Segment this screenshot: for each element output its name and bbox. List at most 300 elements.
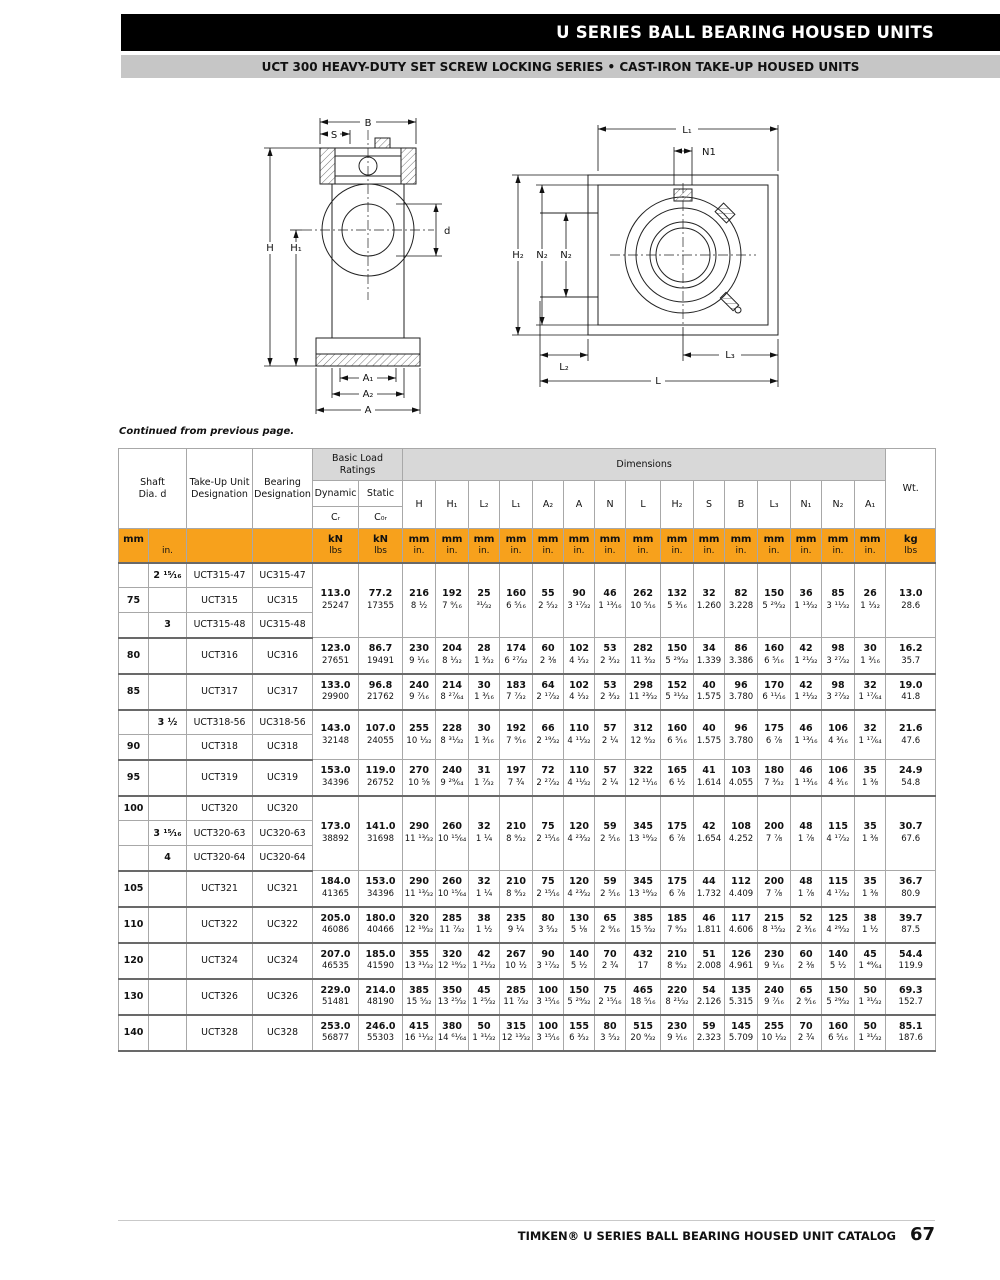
dim-L2: 25 ³¹⁄₃₂ <box>469 563 500 638</box>
bearing-designation: UC322 <box>253 907 313 943</box>
front-view-drawing <box>488 105 820 405</box>
dim-L1: 160 6 ⁵⁄₁₆ <box>500 563 533 638</box>
dim-H1: 192 7 ⁹⁄₁₆ <box>436 563 469 638</box>
dim-label-H2: H₂ <box>512 250 524 261</box>
table-row <box>119 907 936 943</box>
dim-L: 465 18 ⁵⁄₁₆ <box>626 979 661 1015</box>
bearing-designation: UC315 <box>253 588 313 613</box>
unit-cell: mm in. <box>469 529 500 563</box>
dim-L2: 31 1 ⁷⁄₃₂ <box>469 760 500 796</box>
dim-A2: 100 3 ¹⁵⁄₁₆ <box>533 979 564 1015</box>
header-row-1 <box>119 449 936 481</box>
takeup-designation: UCT317 <box>187 674 253 710</box>
dim-L1: 315 12 ¹³⁄₃₂ <box>500 1015 533 1051</box>
col-header-shaft: Shaft Dia. d <box>119 449 187 529</box>
dim-label-H1: H₁ <box>290 243 302 254</box>
unit-cell: mm in. <box>403 529 436 563</box>
dim-L3: 215 8 ¹⁵⁄₃₂ <box>758 907 791 943</box>
dim-L1: 210 8 ⁹⁄₃₂ <box>500 871 533 907</box>
dim-H2: 132 5 ³⁄₁₆ <box>661 563 694 638</box>
takeup-designation: UCT315-48 <box>187 613 253 638</box>
unit-cell: mm in. <box>661 529 694 563</box>
dim-N1: 46 1 ¹³⁄₁₆ <box>791 710 822 760</box>
dim-H: 415 16 ¹¹⁄₃₂ <box>403 1015 436 1051</box>
dim-L3: 255 10 ¹⁄₃₂ <box>758 1015 791 1051</box>
shaft-size-mm: 85 <box>119 674 149 710</box>
unit-cell <box>187 529 253 563</box>
takeup-designation: UCT322 <box>187 907 253 943</box>
dim-N2: 85 3 ¹¹⁄₃₂ <box>822 563 855 638</box>
dim-L3: 200 7 ⅞ <box>758 871 791 907</box>
col-header-L1: L₁ <box>500 481 533 529</box>
shaft-size-mm: 140 <box>119 1015 149 1051</box>
footer-catalog-title: TIMKEN® U SERIES BALL BEARING HOUSED UNIT CATALOG <box>517 1229 896 1243</box>
table-row <box>119 760 936 796</box>
dim-A2: 60 2 ⅜ <box>533 638 564 674</box>
dim-H: 355 13 ³¹⁄₃₂ <box>403 943 436 979</box>
dim-N2: 106 4 ³⁄₁₆ <box>822 760 855 796</box>
dim-L: 312 12 ⁹⁄₃₂ <box>626 710 661 760</box>
bearing-designation: UC315-47 <box>253 563 313 588</box>
shaft-size-mm: 110 <box>119 907 149 943</box>
weight: 24.9 54.8 <box>886 760 936 796</box>
static-load-rating: 86.7 19491 <box>359 638 403 674</box>
dim-A: 155 6 ³⁄₃₂ <box>564 1015 595 1051</box>
shaft-size-in <box>149 588 187 613</box>
dynamic-load-rating: 133.0 29900 <box>313 674 359 710</box>
static-load-rating: 96.8 21762 <box>359 674 403 710</box>
dim-L: 345 13 ¹⁹⁄₃₂ <box>626 796 661 871</box>
static-load-rating: 180.0 40466 <box>359 907 403 943</box>
dim-A2: 90 3 ¹⁷⁄₃₂ <box>533 943 564 979</box>
weight: 13.0 28.6 <box>886 563 936 638</box>
shaft-size-in <box>149 871 187 907</box>
dim-H: 216 8 ½ <box>403 563 436 638</box>
dim-A: 110 4 ¹¹⁄₃₂ <box>564 710 595 760</box>
dim-H1: 380 14 ⁶¹⁄₆₄ <box>436 1015 469 1051</box>
static-load-rating: 214.0 48190 <box>359 979 403 1015</box>
unit-cell: mm in. <box>500 529 533 563</box>
col-header-basic-load: Basic Load Ratings <box>313 449 403 481</box>
dim-N1: 60 2 ⅜ <box>791 943 822 979</box>
dim-L: 282 11 ³⁄₃₂ <box>626 638 661 674</box>
dynamic-load-rating: 123.0 27651 <box>313 638 359 674</box>
table-row <box>119 563 936 588</box>
dim-A1: 35 1 ⅜ <box>855 871 886 907</box>
dim-label-L1: L₁ <box>682 125 692 136</box>
dim-N: 70 2 ¾ <box>595 943 626 979</box>
dim-L3: 200 7 ⅞ <box>758 796 791 871</box>
dim-label-N2-b: N₂ <box>560 250 572 261</box>
static-load-rating: 77.2 17355 <box>359 563 403 638</box>
dim-L: 262 10 ⁵⁄₁₆ <box>626 563 661 638</box>
dim-H: 320 12 ¹⁹⁄₃₂ <box>403 907 436 943</box>
col-header-cr: Cᵣ <box>313 507 359 529</box>
dim-A1: 50 1 ³¹⁄₃₂ <box>855 979 886 1015</box>
col-header-N: N <box>595 481 626 529</box>
bearing-designation: UC315-48 <box>253 613 313 638</box>
static-load-rating: 153.0 34396 <box>359 871 403 907</box>
static-load-rating: 246.0 55303 <box>359 1015 403 1051</box>
unit-cell: mm in. <box>758 529 791 563</box>
col-header-A: A <box>564 481 595 529</box>
dim-L2: 28 1 ³⁄₃₂ <box>469 638 500 674</box>
dim-N1: 65 2 ⁹⁄₁₆ <box>791 979 822 1015</box>
dynamic-load-rating: 207.0 46535 <box>313 943 359 979</box>
col-header-dimensions: Dimensions <box>403 449 886 481</box>
shaft-size-mm <box>119 710 149 735</box>
table-row <box>119 1015 936 1051</box>
shaft-size-in <box>149 760 187 796</box>
dim-L2: 45 1 ²⁵⁄₃₂ <box>469 979 500 1015</box>
takeup-designation: UCT320-63 <box>187 821 253 846</box>
continued-note: Continued from previous page. <box>119 426 295 437</box>
dim-L2: 50 1 ³¹⁄₃₂ <box>469 1015 500 1051</box>
static-load-rating: 119.0 26752 <box>359 760 403 796</box>
shaft-size-in <box>149 979 187 1015</box>
shaft-size-in <box>149 907 187 943</box>
dim-L3: 150 5 ²⁹⁄₃₂ <box>758 563 791 638</box>
dim-A1: 26 1 ¹⁄₃₂ <box>855 563 886 638</box>
dim-N: 53 2 ³⁄₃₂ <box>595 638 626 674</box>
dim-H2: 220 8 ²¹⁄₃₂ <box>661 979 694 1015</box>
dim-H: 230 9 ¹⁄₁₆ <box>403 638 436 674</box>
dim-L2: 30 1 ³⁄₁₆ <box>469 674 500 710</box>
dim-label-L3: L₃ <box>725 350 735 361</box>
title-bar <box>121 14 1000 51</box>
bearing-designation: UC326 <box>253 979 313 1015</box>
col-header-H: H <box>403 481 436 529</box>
dim-A2: 72 2 ²⁷⁄₃₂ <box>533 760 564 796</box>
shaft-size-mm <box>119 563 149 588</box>
dim-H2: 175 6 ⅞ <box>661 871 694 907</box>
dim-H2: 185 7 ⁹⁄₃₂ <box>661 907 694 943</box>
bearing-designation: UC316 <box>253 638 313 674</box>
dim-S: 34 1.339 <box>694 638 725 674</box>
dim-N1: 42 1 ²¹⁄₃₂ <box>791 674 822 710</box>
takeup-designation: UCT328 <box>187 1015 253 1051</box>
weight: 19.0 41.8 <box>886 674 936 710</box>
grease-fitting <box>720 292 743 315</box>
dim-label-N1: N1 <box>702 147 716 158</box>
dim-A1: 38 1 ½ <box>855 907 886 943</box>
unit-cell: kN lbs <box>359 529 403 563</box>
table-body <box>119 563 936 1051</box>
dim-A: 120 4 ²³⁄₃₂ <box>564 796 595 871</box>
dim-N2: 125 4 ²⁹⁄₃₂ <box>822 907 855 943</box>
takeup-designation: UCT316 <box>187 638 253 674</box>
takeup-designation: UCT315 <box>187 588 253 613</box>
dim-A2: 75 2 ¹⁵⁄₁₆ <box>533 871 564 907</box>
dim-L1: 197 7 ¾ <box>500 760 533 796</box>
shaft-size-in <box>149 735 187 760</box>
weight: 30.7 67.6 <box>886 796 936 871</box>
takeup-designation: UCT326 <box>187 979 253 1015</box>
dim-L1: 210 8 ⁹⁄₃₂ <box>500 796 533 871</box>
unit-cell: kN lbs <box>313 529 359 563</box>
dim-A2: 80 3 ⁵⁄₃₂ <box>533 907 564 943</box>
dim-H1: 228 8 ³¹⁄₃₂ <box>436 710 469 760</box>
shaft-size-mm: 75 <box>119 588 149 613</box>
dim-L3: 180 7 ³⁄₃₂ <box>758 760 791 796</box>
dim-N: 57 2 ¼ <box>595 710 626 760</box>
shaft-size-mm: 105 <box>119 871 149 907</box>
bearing-designation: UC318-56 <box>253 710 313 735</box>
dim-N2: 160 6 ⁵⁄₁₆ <box>822 1015 855 1051</box>
dim-N2: 115 4 ¹⁷⁄₃₂ <box>822 796 855 871</box>
frame-outline <box>540 175 778 335</box>
dynamic-load-rating: 143.0 32148 <box>313 710 359 760</box>
dim-label-A1: A₁ <box>362 373 374 384</box>
dim-N1: 42 1 ²¹⁄₃₂ <box>791 638 822 674</box>
unit-cell: mm in. <box>725 529 758 563</box>
dim-H: 255 10 ¹⁄₃₂ <box>403 710 436 760</box>
dim-label-L2: L₂ <box>559 362 569 373</box>
dim-L1: 192 7 ⁹⁄₁₆ <box>500 710 533 760</box>
table-container <box>118 448 936 1052</box>
subtitle-bar-text: UCT 300 HEAVY-DUTY SET SCREW LOCKING SERIES • CAST-IRON TAKE-UP HOUSED UNITS <box>261 59 860 74</box>
dim-A2: 55 2 ⁵⁄₃₂ <box>533 563 564 638</box>
weight: 85.1 187.6 <box>886 1015 936 1051</box>
shaft-size-mm: 90 <box>119 735 149 760</box>
dim-B: 96 3.780 <box>725 674 758 710</box>
dim-B: 126 4.961 <box>725 943 758 979</box>
dim-S: 51 2.008 <box>694 943 725 979</box>
dim-label-d: d <box>444 226 451 237</box>
dim-L1: 235 9 ¼ <box>500 907 533 943</box>
table-row <box>119 796 936 821</box>
set-screw <box>375 138 390 148</box>
subtitle-bar <box>121 55 1000 78</box>
col-header-dynamic: Dynamic <box>313 481 359 507</box>
dim-N: 80 3 ⁵⁄₃₂ <box>595 1015 626 1051</box>
col-header-B: B <box>725 481 758 529</box>
dim-L1: 285 11 ⁷⁄₃₂ <box>500 979 533 1015</box>
dim-A1: 35 1 ⅜ <box>855 796 886 871</box>
dim-N1: 48 1 ⅞ <box>791 796 822 871</box>
dim-A: 140 5 ½ <box>564 943 595 979</box>
dim-L2: 30 1 ³⁄₁₆ <box>469 710 500 760</box>
col-header-L2: L₂ <box>469 481 500 529</box>
col-header-S: S <box>694 481 725 529</box>
dim-L2: 42 1 ²¹⁄₃₂ <box>469 943 500 979</box>
dim-L: 385 15 ⁵⁄₃₂ <box>626 907 661 943</box>
dim-N: 46 1 ¹³⁄₁₆ <box>595 563 626 638</box>
dim-H1: 320 12 ¹⁹⁄₃₂ <box>436 943 469 979</box>
weight: 69.3 152.7 <box>886 979 936 1015</box>
dim-L1: 174 6 ²⁷⁄₃₂ <box>500 638 533 674</box>
bearing-designation: UC319 <box>253 760 313 796</box>
dim-H2: 230 9 ¹⁄₁₆ <box>661 1015 694 1051</box>
dim-B: 108 4.252 <box>725 796 758 871</box>
shaft-size-in <box>149 796 187 821</box>
dim-L2: 32 1 ¼ <box>469 796 500 871</box>
shaft-size-in <box>149 943 187 979</box>
dim-H: 385 15 ⁵⁄₃₂ <box>403 979 436 1015</box>
dim-S: 40 1.575 <box>694 674 725 710</box>
dim-N2: 150 5 ²⁹⁄₃₂ <box>822 979 855 1015</box>
dim-L1: 267 10 ½ <box>500 943 533 979</box>
dim-S: 44 1.732 <box>694 871 725 907</box>
dynamic-load-rating: 205.0 46086 <box>313 907 359 943</box>
dim-H1: 204 8 ¹⁄₃₂ <box>436 638 469 674</box>
dim-N1: 48 1 ⅞ <box>791 871 822 907</box>
dim-S: 40 1.575 <box>694 710 725 760</box>
dim-N2: 140 5 ½ <box>822 943 855 979</box>
table-header <box>119 449 936 563</box>
dim-A: 120 4 ²³⁄₃₂ <box>564 871 595 907</box>
unit-cell: mm in. <box>855 529 886 563</box>
bearing-designation: UC320-64 <box>253 846 313 871</box>
unit-cell: mm in. <box>791 529 822 563</box>
table-row <box>119 979 936 1015</box>
static-load-rating: 107.0 24055 <box>359 710 403 760</box>
col-header-static: Static <box>359 481 403 507</box>
dim-label-N2-a: N₂ <box>536 250 548 261</box>
dim-N: 53 2 ³⁄₃₂ <box>595 674 626 710</box>
dim-A: 90 3 ¹⁷⁄₃₂ <box>564 563 595 638</box>
dim-H1: 350 13 ²⁵⁄₃₂ <box>436 979 469 1015</box>
unit-cell: in. <box>149 529 187 563</box>
dim-L3: 240 9 ⁷⁄₁₆ <box>758 979 791 1015</box>
takeup-designation: UCT318 <box>187 735 253 760</box>
dim-A: 130 5 ⅛ <box>564 907 595 943</box>
dimension-lines <box>512 125 778 387</box>
bearing-designation: UC318 <box>253 735 313 760</box>
dim-H: 240 9 ⁷⁄₁₆ <box>403 674 436 710</box>
table-row <box>119 674 936 710</box>
dim-B: 103 4.055 <box>725 760 758 796</box>
col-header-L3: L₃ <box>758 481 791 529</box>
takeup-designation: UCT321 <box>187 871 253 907</box>
unit-cell: mm in. <box>595 529 626 563</box>
dim-A1: 35 1 ⅜ <box>855 760 886 796</box>
footer-rule <box>118 1220 935 1221</box>
static-load-rating: 141.0 31698 <box>359 796 403 871</box>
dim-L2: 32 1 ¼ <box>469 871 500 907</box>
dim-label-A: A <box>364 405 372 415</box>
specifications-table <box>118 448 936 1052</box>
dim-S: 32 1.260 <box>694 563 725 638</box>
dim-A1: 32 1 ¹⁷⁄₆₄ <box>855 674 886 710</box>
dim-N2: 115 4 ¹⁷⁄₃₂ <box>822 871 855 907</box>
footer-page-number: 67 <box>909 1224 935 1245</box>
dim-N1: 52 2 ³⁄₁₆ <box>791 907 822 943</box>
col-header-bearing: Bearing Designation <box>253 449 313 529</box>
dim-B: 135 5.315 <box>725 979 758 1015</box>
dim-L3: 175 6 ⅞ <box>758 710 791 760</box>
dim-B: 112 4.409 <box>725 871 758 907</box>
dim-label-B: B <box>364 118 372 129</box>
units-row <box>119 529 936 563</box>
takeup-designation: UCT320-64 <box>187 846 253 871</box>
dim-H1: 214 8 ²⁷⁄₆₄ <box>436 674 469 710</box>
dim-S: 42 1.654 <box>694 796 725 871</box>
shaft-size-in: 3 <box>149 613 187 638</box>
dim-S: 46 1.811 <box>694 907 725 943</box>
unit-cell: mm in. <box>533 529 564 563</box>
weight: 39.7 87.5 <box>886 907 936 943</box>
dim-N2: 98 3 ²⁷⁄₃₂ <box>822 674 855 710</box>
table-row <box>119 943 936 979</box>
col-header-weight: Wt. <box>886 449 936 529</box>
dim-B: 117 4.606 <box>725 907 758 943</box>
shaft-size-in <box>149 638 187 674</box>
bearing-designation: UC321 <box>253 871 313 907</box>
unit-cell: mm <box>119 529 149 563</box>
dim-H1: 260 10 ¹⁵⁄₆₄ <box>436 796 469 871</box>
col-header-H1: H₁ <box>436 481 469 529</box>
dim-H: 290 11 ¹³⁄₃₂ <box>403 871 436 907</box>
dim-N1: 36 1 ¹³⁄₃₂ <box>791 563 822 638</box>
dim-H: 290 11 ¹³⁄₃₂ <box>403 796 436 871</box>
dim-L3: 160 6 ⁵⁄₁₆ <box>758 638 791 674</box>
table-row <box>119 871 936 907</box>
dim-L1: 183 7 ⁷⁄₃₂ <box>500 674 533 710</box>
set-screw-angled <box>715 203 735 223</box>
unit-cell: mm in. <box>626 529 661 563</box>
unit-cell <box>253 529 313 563</box>
shaft-size-mm: 80 <box>119 638 149 674</box>
shaft-size-mm: 130 <box>119 979 149 1015</box>
dim-H1: 260 10 ¹⁵⁄₆₄ <box>436 871 469 907</box>
col-header-H2: H₂ <box>661 481 694 529</box>
unit-cell: mm in. <box>694 529 725 563</box>
dim-B: 86 3.386 <box>725 638 758 674</box>
dim-H2: 210 8 ⁹⁄₃₂ <box>661 943 694 979</box>
dynamic-load-rating: 113.0 25247 <box>313 563 359 638</box>
dim-L: 432 17 <box>626 943 661 979</box>
col-header-A2: A₂ <box>533 481 564 529</box>
dim-L3: 230 9 ¹⁄₁₆ <box>758 943 791 979</box>
dynamic-load-rating: 173.0 38892 <box>313 796 359 871</box>
col-header-takeup: Take-Up Unit Designation <box>187 449 253 529</box>
weight: 21.6 47.6 <box>886 710 936 760</box>
page-footer <box>518 1224 935 1245</box>
bearing-designation: UC317 <box>253 674 313 710</box>
dim-H2: 150 5 ²⁹⁄₃₂ <box>661 638 694 674</box>
weight: 16.2 35.7 <box>886 638 936 674</box>
dim-H: 270 10 ⅝ <box>403 760 436 796</box>
dim-N: 59 2 ⁵⁄₁₆ <box>595 871 626 907</box>
shaft-size-in: 4 <box>149 846 187 871</box>
dim-L: 322 12 ¹¹⁄₁₆ <box>626 760 661 796</box>
dim-H1: 285 11 ⁷⁄₃₂ <box>436 907 469 943</box>
housing-outline <box>302 130 434 366</box>
unit-cell: mm in. <box>436 529 469 563</box>
takeup-designation: UCT315-47 <box>187 563 253 588</box>
unit-cell: mm in. <box>564 529 595 563</box>
dim-H2: 152 5 ³¹⁄₃₂ <box>661 674 694 710</box>
dim-label-A2: A₂ <box>362 389 374 400</box>
table-row <box>119 638 936 674</box>
col-header-N1: N₁ <box>791 481 822 529</box>
dynamic-load-rating: 184.0 41365 <box>313 871 359 907</box>
title-bar-text: U SERIES BALL BEARING HOUSED UNITS <box>556 23 934 42</box>
col-header-L: L <box>626 481 661 529</box>
shaft-size-in <box>149 1015 187 1051</box>
dim-A1: 32 1 ¹⁷⁄₆₄ <box>855 710 886 760</box>
table-row <box>119 710 936 735</box>
shaft-size-mm: 95 <box>119 760 149 796</box>
dim-A1: 45 1 ⁴⁹⁄₆₄ <box>855 943 886 979</box>
dim-A2: 75 2 ¹⁵⁄₁₆ <box>533 796 564 871</box>
dim-H1: 240 9 ²⁹⁄₆₄ <box>436 760 469 796</box>
dim-A2: 100 3 ¹⁵⁄₁₆ <box>533 1015 564 1051</box>
dim-A2: 64 2 ¹⁷⁄₃₂ <box>533 674 564 710</box>
dynamic-load-rating: 153.0 34396 <box>313 760 359 796</box>
bearing-designation: UC320-63 <box>253 821 313 846</box>
